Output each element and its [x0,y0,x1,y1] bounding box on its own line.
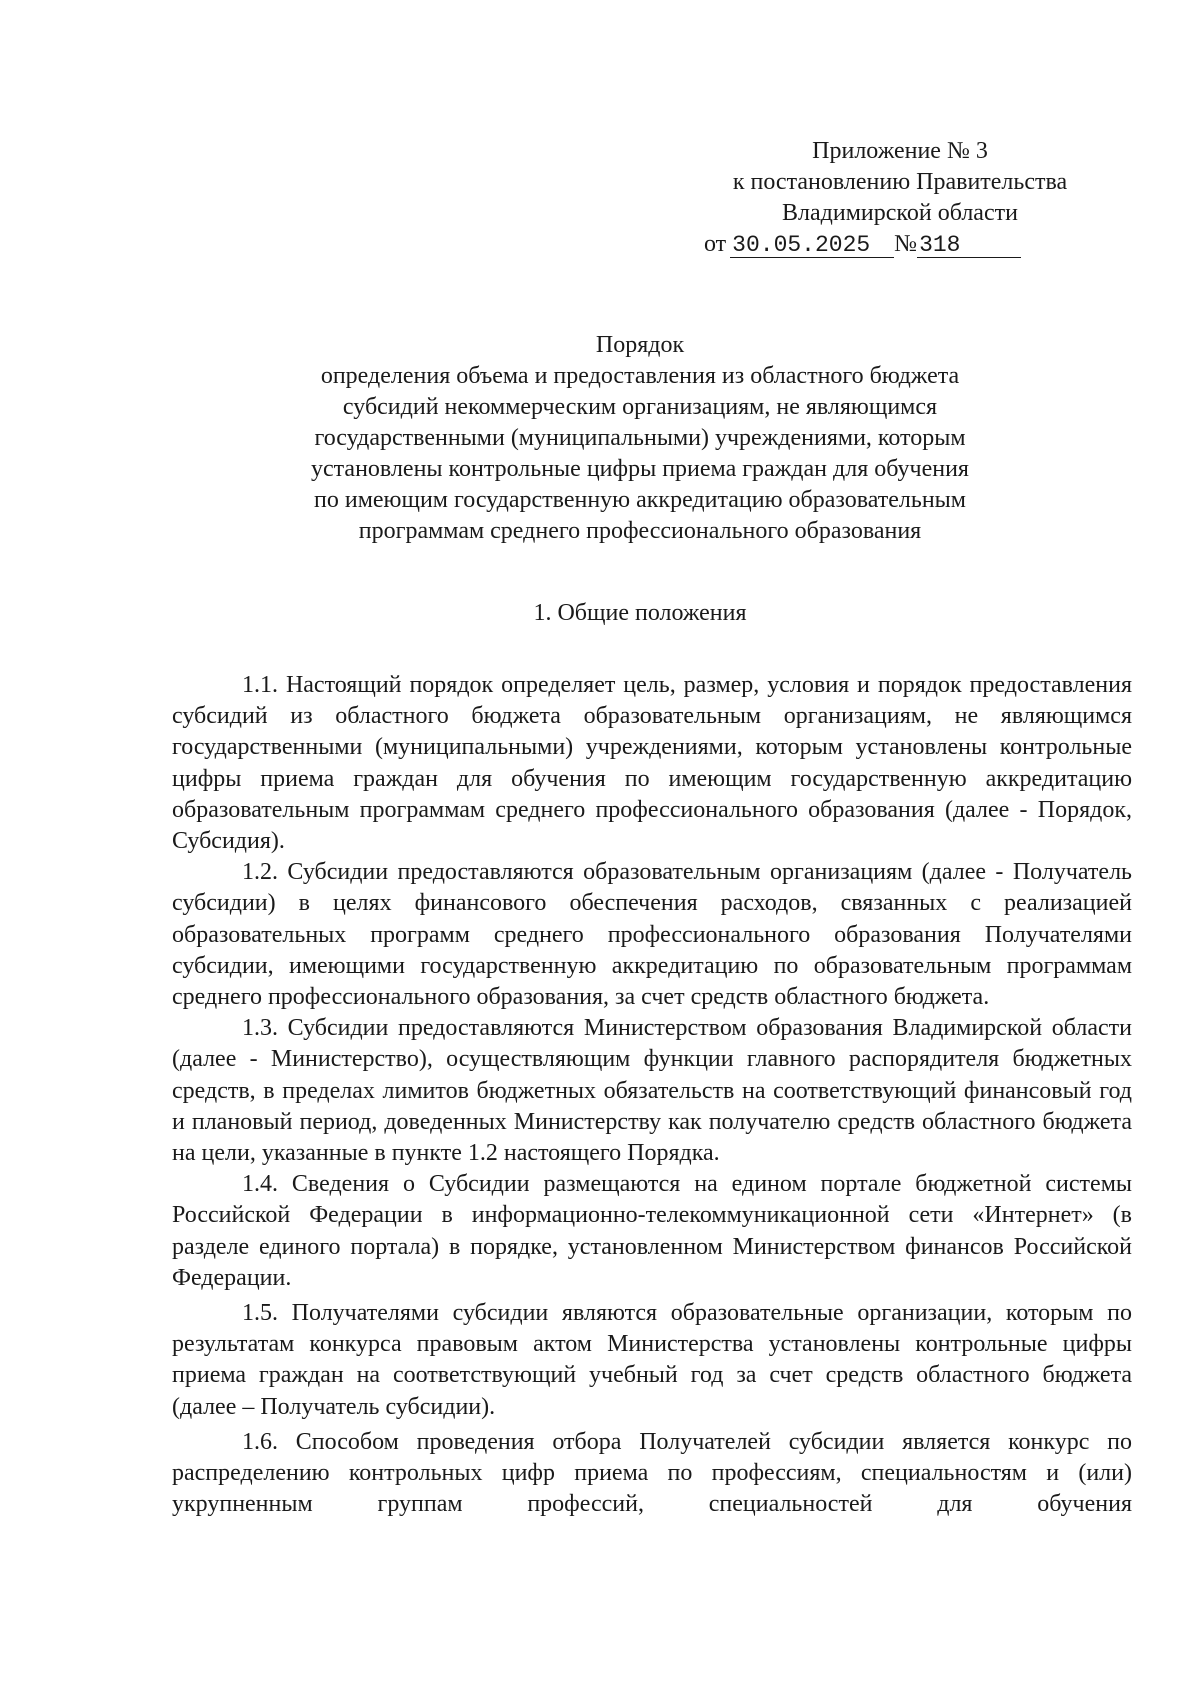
section-heading: 1. Общие положения [533,600,747,626]
appendix-region: Владимирской области [782,200,1018,226]
document-body [172,670,1132,1520]
appendix-decree-ref: к постановлению Правительства [732,169,1068,195]
title-line: установлены контрольные цифры приема граждан для обучения [311,456,969,482]
title-line: субсидий некоммерческим организациям, не являющимся [342,394,938,420]
title-heading: Порядок [595,332,685,358]
title-line: программам среднего профессионального образования [358,518,922,544]
title-line: государственными (муниципальными) учреждениями, которым [314,425,966,451]
title-line: определения объема и предоставления из областного бюджета [320,363,960,389]
appendix-date-number [700,229,1100,260]
decree-date: 30.05.2025 [730,233,894,258]
date-prefix: от [704,231,727,257]
number-prefix: № [894,231,918,257]
paragraph-1-5: 1.5. Получателями субсидии являются образовательные организации, которым по результатам конкурса правовым актом Министерства установлены контрольные цифры приема граждан на соответствующий учебный год за счет средств областного бюджета (далее – Получатель субсидии). [172,1300,1132,1420]
paragraph-1-3: 1.3. Субсидии предоставляются Министерством образования Владимирской области (далее - Министерство), осуществляющим функции главного распорядителя бюджетных средств, в пределах лимитов бюджетных обязательств на соответствующий финансовый год и плановый период, доведенных Министерству как получателю средств областного бюджета на цели, указанные в пункте 1.2 настоящего Порядка. [172,1015,1132,1167]
paragraph-1-4: 1.4. Сведения о Субсидии размещаются на едином портале бюджетной системы Российской Федерации в информационно-телекоммуникационной сети «Интернет» (в разделе единого портала) в порядке, установленном Министерством финансов Российской Федерации. [172,1171,1132,1291]
decree-number: 318 [917,233,1021,258]
title-line: по имеющим государственную аккредитацию образовательным [314,487,966,513]
paragraph-1-6: 1.6. Способом проведения отбора Получателей субсидии является конкурс по распределению контрольных цифр приема по профессиям, специальностям и (или) укрупненным группам профессий, специальностей для обучения [172,1428,1132,1518]
document-title [170,330,1110,547]
appendix-reference [700,136,1100,260]
paragraph-1-2: 1.2. Субсидии предоставляются образовательным организациям (далее - Получатель субсидии) в целях финансового обеспечения расходов, связанных с реализацией образовательных программ среднего профессионального образования Получателями субсидии, имеющими государственную аккредитацию по образовательным программам среднего профессионального образования, за счет средств областного бюджета. [172,859,1132,1011]
appendix-number: Приложение № 3 [812,138,988,164]
paragraph-1-1: 1.1. Настоящий порядок определяет цель, размер, условия и порядок предоставления субсидий из областного бюджета образовательным организациям, не являющимся государственными (муниципальными) учреждениями, которым установлены контрольные цифры приема граждан для обучения по имеющим государственную аккредитацию образовательным программам среднего профессионального образования (далее - Порядок, Субсидия). [172,672,1132,855]
